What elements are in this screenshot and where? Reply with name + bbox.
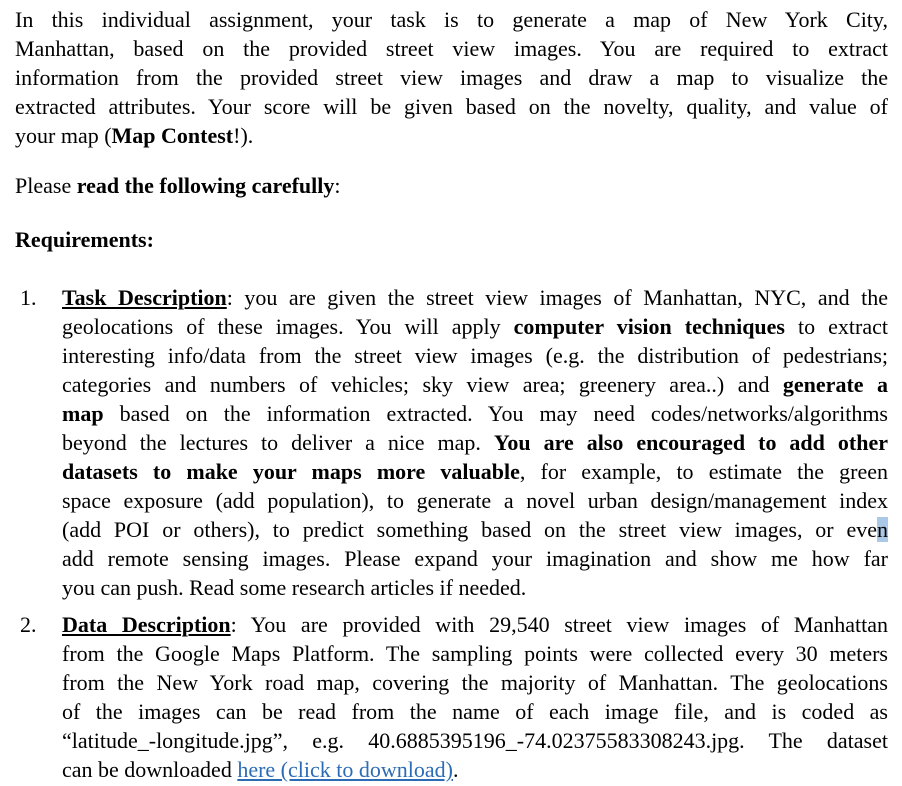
text-line xyxy=(62,726,888,755)
text-line xyxy=(62,668,888,697)
text-line xyxy=(62,610,888,639)
text-run: extracted attributes. Your score will be given based on the novelty, quality, and value of xyxy=(15,94,888,119)
list-number: 2. xyxy=(20,612,37,637)
text-run: Manhattan, based on the provided street view images. You are required to extract xyxy=(15,36,888,61)
list-number: 1. xyxy=(20,285,37,310)
text-run: Data Description xyxy=(62,612,231,637)
text-run: map xyxy=(62,401,104,426)
text-run: . xyxy=(452,757,459,782)
text-run: to extract xyxy=(785,314,888,339)
text-run: : You are provided with 29,540 street view images of Manhattan xyxy=(230,612,888,637)
text-line xyxy=(62,544,888,573)
requirements-heading: Requirements: xyxy=(15,227,154,252)
selection-highlight: n xyxy=(877,517,888,542)
text-run: You are also encouraged to add other xyxy=(493,430,888,455)
text-run: !). xyxy=(233,123,254,148)
text-line xyxy=(62,370,888,399)
text-run: computer vision techniques xyxy=(513,314,785,339)
text-run: you can push. Read some research articles if needed. xyxy=(62,575,527,600)
download-link[interactable]: here (click to download) xyxy=(237,757,453,782)
text-line xyxy=(62,486,888,515)
text-line xyxy=(62,428,888,457)
text-run: your map ( xyxy=(15,123,112,148)
data-description-paragraph xyxy=(62,610,888,784)
text-line xyxy=(62,573,888,602)
read-carefully-note xyxy=(15,171,888,200)
text-run: space exposure (add population), to generate a novel urban design/management index xyxy=(62,488,888,513)
text-line xyxy=(62,341,888,370)
text-run: from the New York road map, covering the majority of Manhattan. The geolocations xyxy=(62,670,888,695)
text-line xyxy=(62,697,888,726)
text-run: categories and numbers of vehicles; sky view area; greenery area..) and xyxy=(62,372,783,397)
intro-paragraph xyxy=(15,5,888,150)
text-run: “latitude_-longitude.jpg”, e.g. 40.6885395196_-74.02375583308243.jpg. The dataset xyxy=(62,728,888,753)
text-line xyxy=(15,92,888,121)
text-run: : you are given the street view images of Manhattan, NYC, and the xyxy=(226,285,888,310)
text-run: geolocations of these images. You will apply xyxy=(62,314,514,339)
text-line xyxy=(15,34,888,63)
text-run: In this individual assignment, your task is to generate a map of New York City, xyxy=(15,7,888,32)
text-run: of the images can be read from the name of each image file, and is coded as xyxy=(62,699,888,724)
text-line xyxy=(15,5,888,34)
requirement-item-task xyxy=(15,283,888,602)
text-run: information from the provided street view images and draw a map to visualize the xyxy=(15,65,888,90)
text-line xyxy=(15,121,888,150)
text-run: based on the information extracted. You may need codes/networks/algorithms xyxy=(103,401,888,426)
text-run: , for example, to estimate the green xyxy=(519,459,888,484)
text-run: Task Description xyxy=(62,285,227,310)
text-run: generate a xyxy=(782,372,888,397)
requirements-list xyxy=(15,283,888,784)
text-line xyxy=(62,283,888,312)
task-description-paragraph xyxy=(62,283,888,602)
text-run: : xyxy=(334,173,341,198)
text-line xyxy=(62,755,888,784)
text-run: beyond the lectures to deliver a nice map. xyxy=(62,430,494,455)
text-line xyxy=(62,515,888,544)
text-run: add remote sensing images. Please expand your imagination and show me how far xyxy=(62,546,888,571)
requirement-item-data xyxy=(15,610,888,784)
text-run: Map Contest xyxy=(111,123,234,148)
text-run: (add POI or others), to predict something based on the street view images, or eve xyxy=(62,517,877,542)
text-run: from the Google Maps Platform. The sampling points were collected every 30 meters xyxy=(62,641,888,666)
text-run: datasets to make your maps more valuable xyxy=(62,459,520,484)
text-line xyxy=(62,312,888,341)
text-run: read the following carefully xyxy=(76,173,335,198)
text-run: interesting info/data from the street view images (e.g. the distribution of pedestrians; xyxy=(62,343,888,368)
text-line xyxy=(62,457,888,486)
text-line xyxy=(15,171,888,200)
text-run: Please xyxy=(15,173,77,198)
text-run: can be downloaded xyxy=(62,757,238,782)
text-line xyxy=(15,63,888,92)
text-line xyxy=(62,399,888,428)
text-line xyxy=(62,639,888,668)
